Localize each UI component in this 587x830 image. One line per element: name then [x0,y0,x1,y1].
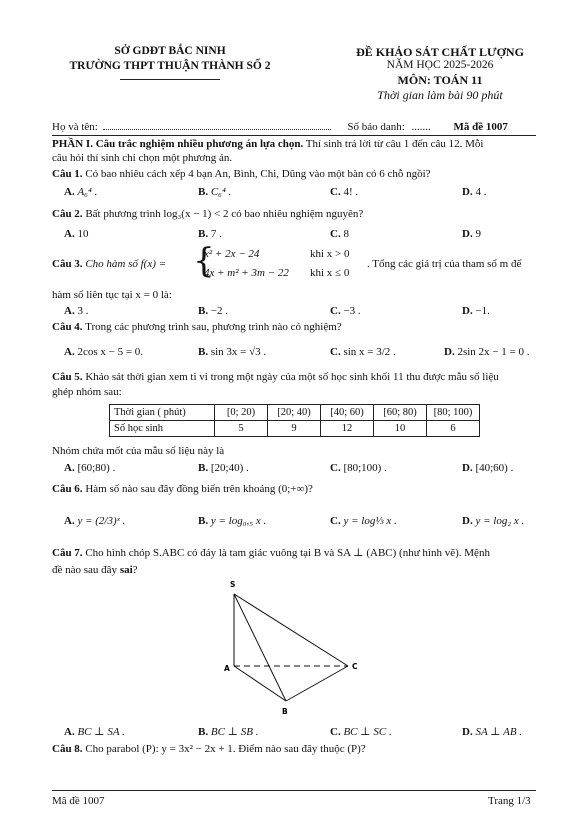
question-text: Trong các phương trình sau, phương trình nào có nghiệm? [82,321,342,333]
q7-option-a[interactable]: A. BC ⊥ SA . [64,726,125,738]
question-label: Câu 4. [52,321,83,333]
q5-option-a[interactable]: A. [60;80) . [64,462,116,474]
question-3-line2: hàm số liên tục tại x = 0 là: [52,289,172,301]
question-text: Hàm số nào sau đây đồng biến trên khoảng (0;+∞)? [82,483,313,495]
piecewise-cond-1: khi x > 0 [310,248,350,260]
piecewise-case-1: x² + 2x − 24 [204,248,260,260]
footer-page-number: Trang 1/3 [488,795,531,807]
q2-option-b[interactable]: B. 7 . [198,228,222,240]
question-label: Câu 7. [52,547,83,559]
id-label: Số báo danh: [347,121,405,133]
table-header-label: Thời gian ( phút) [110,405,215,421]
question-6 [52,482,536,496]
vertex-label-a: A [224,664,230,673]
question-3 [52,257,166,271]
q6-option-d[interactable]: D. y = log₂ x . [462,515,525,527]
table-row-label: Số học sinh [110,421,215,437]
q4-option-c[interactable]: C. sin x = 3/2 . [330,346,396,358]
question-5 [52,370,536,384]
footer-exam-code: Mã đề 1007 [52,795,105,807]
question-label: Câu 6. [52,483,83,495]
question-2 [52,207,536,221]
edge-BC [286,666,348,701]
question-text: Cho hàm số f(x) = [82,258,167,270]
question-5-line3: Nhóm chứa mốt của mẫu số liệu này là [52,445,225,457]
piecewise-cond-2: khi x ≤ 0 [310,267,350,279]
footer-divider [52,790,536,791]
table-cell: [0; 20) [215,405,268,421]
q1-option-a[interactable]: A. A₆⁴ . [64,186,98,198]
question-label: Câu 2. [52,208,83,220]
q7-option-b[interactable]: B. BC ⊥ SB . [198,726,259,738]
table-cell: [80; 100) [427,405,480,421]
q5-option-c[interactable]: C. [80;100) . [330,462,387,474]
part1-desc: Thí sinh trả lời từ câu 1 đến câu 12. Mỗi [303,138,484,150]
school-year: NĂM HỌC 2025-2026 [386,59,494,71]
exam-code: Mã đề 1007 [453,121,508,133]
table-cell: [40; 60) [321,405,374,421]
pyramid-figure [200,578,380,720]
question-label: Câu 8. [52,743,83,755]
question-5-line2: ghép nhóm sau: [52,386,122,398]
question-text: Khảo sát thời gian xem ti vi trong một ngày của một số học sinh khối 11 thu được mẫu số liệu [82,371,499,383]
student-info-row [52,121,536,133]
frequency-table [109,404,480,437]
question-3-text-post: . Tổng các giá trị của tham số m để [367,258,522,270]
name-field[interactable] [103,129,331,130]
q2-option-c[interactable]: C. 8 [330,228,349,240]
info-divider [52,135,536,136]
question-text: Bất phương trình log₃(x − 1) < 2 có bao nhiêu nghiệm nguyên? [82,208,364,220]
question-label: Câu 5. [52,371,83,383]
q7-option-c[interactable]: C. BC ⊥ SC . [330,726,392,738]
table-cell: 6 [427,421,480,437]
q2-option-a[interactable]: A. 10 [64,228,89,240]
table-cell: 5 [215,421,268,437]
question-1 [52,167,536,181]
q4-option-b[interactable]: B. sin 3x = √3 . [198,346,267,358]
exam-title: ĐỀ KHẢO SÁT CHẤT LƯỢNG [356,45,524,59]
vertex-label-s: S [230,580,236,589]
q2-option-d[interactable]: D. 9 [462,228,481,240]
q1-option-c[interactable]: C. 4! . [330,186,359,198]
piecewise-case-2: 4x + m² + 3m − 22 [204,267,289,279]
q6-option-b[interactable]: B. y = log₀,₅ x . [198,515,267,527]
part1-desc2: câu hỏi thí sinh chỉ chọn một phương án. [52,152,233,164]
question-7 [52,546,536,560]
question-4 [52,320,536,334]
q4-option-d[interactable]: D. 2sin 2x − 1 = 0 . [444,346,530,358]
q6-option-a[interactable]: A. y = (2/3)ˣ . [64,515,126,527]
q1-option-d[interactable]: D. 4 . [462,186,487,198]
question-text: Có bao nhiêu cách xếp 4 bạn An, Bình, Chi, Dũng vào một bàn có 6 chỗ ngồi? [82,168,431,180]
duration: Thời gian làm bài 90 phút [377,88,503,102]
id-field[interactable]: ....... [411,121,431,133]
piecewise-brace: { [193,241,215,281]
table-cell: 12 [321,421,374,437]
q3-option-b[interactable]: B. −2 . [198,305,229,317]
q4-option-a[interactable]: A. 2cos x − 5 = 0. [64,346,144,358]
question-label: Câu 3. [52,258,83,270]
name-label: Họ và tên: [52,121,98,133]
q1-option-b[interactable]: B. C₆⁴ . [198,186,232,198]
vertex-label-c: C [352,662,358,671]
vertex-label-b: B [282,707,288,716]
q7-option-d[interactable]: D. SA ⊥ AB . [462,726,523,738]
table-cell: 10 [374,421,427,437]
q3-option-d[interactable]: D. −1. [462,305,490,317]
part1-heading [52,137,536,151]
subject: MÔN: TOÁN 11 [397,73,483,87]
q3-option-a[interactable]: A. 3 . [64,305,89,317]
table-row [110,405,480,421]
question-7-line2: đề nào sau đây sai? [52,564,138,576]
edge-AB [234,666,286,701]
department-name: SỞ GDĐT BẮC NINH [114,45,226,57]
table-cell: [20; 40) [268,405,321,421]
q5-option-d[interactable]: D. [40;60) . [462,462,514,474]
part1-title: PHẦN I. Câu trắc nghiệm nhiều phương án lựa chọn. [52,138,304,150]
school-underline [120,79,220,80]
q6-option-c[interactable]: C. y = log⅓ x . [330,515,397,527]
question-text: Cho parabol (P): y = 3x² − 2x + 1. Điểm nào sau đây thuộc (P)? [82,743,366,755]
school-name: TRƯỜNG THPT THUẬN THÀNH SỐ 2 [69,60,271,72]
question-8 [52,742,536,756]
q5-option-b[interactable]: B. [20;40) . [198,462,249,474]
table-cell: 9 [268,421,321,437]
question-label: Câu 1. [52,168,83,180]
table-row [110,421,480,437]
question-text: Cho hình chóp S.ABC có đáy là tam giác vuông tại B và SA ⊥ (ABC) (như hình vẽ). Mệnh [82,547,490,559]
table-cell: [60; 80) [374,405,427,421]
q3-option-c[interactable]: C. −3 . [330,305,361,317]
